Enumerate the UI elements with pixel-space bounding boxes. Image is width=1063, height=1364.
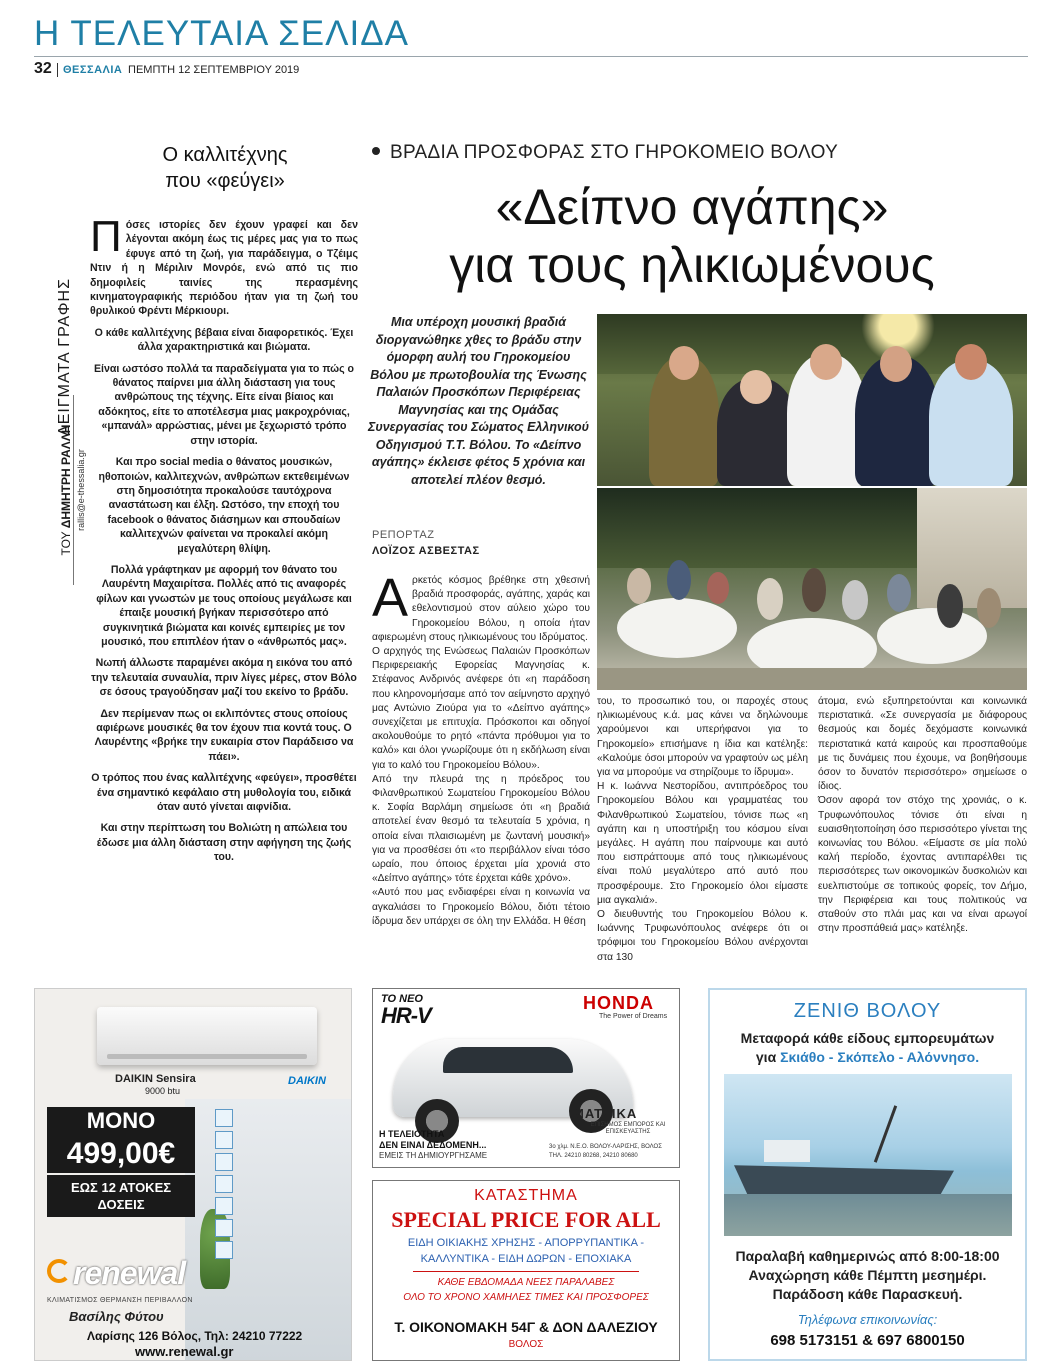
ac-model: DAIKIN Sensira <box>115 1073 196 1085</box>
column-title <box>92 142 358 194</box>
new-label: ΤΟ ΝΕΟ <box>381 993 423 1005</box>
ad-special-price-store[interactable] <box>372 1180 680 1361</box>
eco-icon <box>215 1153 233 1171</box>
water-icon <box>215 1175 233 1193</box>
article-paragraph: του, το προσωπικό του, οι παροχές στους ηλικιωμένους κ.ά. μας κάνει να δηλώνουμε χαρούμενοι και υπερήφανοι για το Γηροκομείο» επισήμανε η ίδια και κατέληξε: «Καλούμε όσοι μπορούν να γραφτούν ως μέλη για να μπορούμε να στηρίζουμε το ίδρυμα». <box>597 696 808 779</box>
reporter-name: ΛΟΪΖΟΣ ΑΣΒΕΣΤΑΣ <box>372 545 480 557</box>
store-label: ΚΑΤΑΣΤΗΜΑ <box>474 1187 578 1204</box>
ship-photo <box>724 1074 1012 1236</box>
column-paragraph-8: Ο τρόπος που ένας καλλιτέχνης «φεύγει», προσθέτει ένα σημαντικό κεφάλαιο στη μυθολογία του, ειδικά όταν αυτό γίνεται αιφνίδια. <box>91 772 357 814</box>
bullet-icon <box>372 147 380 155</box>
ad-slogan-line-2: ΔΕΝ ΕΙΝΑΙ ΔΕΔΟΜΕΝΗ... <box>379 1140 487 1150</box>
air-conditioner-image <box>97 1007 317 1065</box>
price-prefix: ΜΟΝΟ <box>47 1107 195 1135</box>
column-paragraph-7: Δεν περίμεναν πως οι εκλιπόντες στους οποίους αφιέρωνε μουσικές θα τον έχουν πια κοντά τους. Ο Λαυρέντης «βρήκε την ευκαιρία στον Παράδεισο να πάει». <box>94 707 354 763</box>
author-email <box>74 400 88 580</box>
author-email-text: rallis@e-thessalia.gr <box>76 449 86 531</box>
article-lead: Μια υπέροχη μουσική βραδιά διοργανώθηκε χθες το βράδυ στην όμορφη αυλή του Γηροκομείου Βόλου με πρωτοβουλία της Ένωσης Παλαιών Προσκόπων Περιφέρειας Μαγνησίας και της Ομάδας Συνεργασίας του Σώματος Ελληνικού Οδηγισμού Τ.Τ. Βόλου. Το «Δείπνο αγάπης» έκλεισε φέτος 5 χρόνια και αποτελεί πλέον θεσμό. <box>367 315 590 487</box>
photo-dinner-crowd <box>597 488 1027 690</box>
column-series-name: ΔΕΙΓΜΑΤΑ ΓΡΑΦΗΣ <box>56 277 73 436</box>
owner-name: Βασίλης Φύτου <box>69 1309 164 1324</box>
column-title-line-1: Ο καλλιτέχνης <box>162 144 288 166</box>
pickup-hours: Παραλαβή καθημερινώς από 8:00-18:00 <box>735 1248 1000 1264</box>
website-link[interactable]: www.renewal.gr <box>135 1344 234 1359</box>
report-label: ΡΕΠΟΡΤΑΖ <box>372 529 435 541</box>
fan-icon <box>215 1109 233 1127</box>
honda-logo: HONDA <box>583 993 654 1013</box>
leaf-icon <box>215 1131 233 1149</box>
store-offer-line-2: ΟΛΟ ΤΟ ΧΡΟΝΟ ΧΑΜΗΛΕΣ ΤΙΜΕΣ ΚΑΙ ΠΡΟΣΦΟΡΕΣ <box>403 1292 649 1303</box>
article-headline-line-1: «Δείπνο αγάπης» <box>495 179 889 235</box>
ad-honda-hrv[interactable] <box>372 988 680 1168</box>
delivery-schedule: Παράδοση κάθε Παρασκευή. <box>772 1286 963 1302</box>
column-title-line-2: που «φεύγει» <box>165 170 285 192</box>
article-paragraph: «Αυτό που μας ενδιαφέρει είναι η κοινωνία να αγκαλιάσει το Γηροκομείο Βόλου, διότι τέτοιο ίδρυμα δεν υπάρχει σε όλη την Ελλάδα. Η θέση <box>372 887 590 927</box>
article-paragraph: Η κ. Ιωάννα Νεστορίδου, αντιπρόεδρος του Γηροκομείου Βόλου και γραμματέας του Φιλανθρωπικού Σωματείου, τόνισε πως «η αγάπη και η υποστήριξη του κόσμου είναι μεγάλες. Η αγάπη που παίρνουμε και αυτό που εισπράττουμε από τους ηλικιωμένους είναι πολύ μεγαλύτερο από αυτό που προσφέρουμε. Στο Γηροκομείο όλοι είμαστε μια αγκαλιά». <box>597 781 808 906</box>
article-column-3 <box>818 695 1027 936</box>
store-divider <box>413 1271 639 1272</box>
column-paragraph-9: Και στην περίπτωση του Βολιώτη η απώλεια του έδωσε μια άλλη διάσταση στην αφήγηση της ζωής του. <box>96 822 352 864</box>
renewal-logo: renewal <box>47 1251 227 1299</box>
car-window <box>443 1047 573 1073</box>
installments-promo: ΕΩΣ 12 ΑΤΟΚΕΣ ΔΟΣΕΙΣ <box>47 1175 195 1217</box>
article-column-1 <box>372 568 590 929</box>
ad-zenith-volou[interactable] <box>708 988 1027 1361</box>
ad-daikin-renewal[interactable] <box>34 988 352 1361</box>
price-value: 499,00€ <box>47 1135 195 1173</box>
store-address: Λαρίσης 126 Βόλος, Τηλ: 24210 77222 <box>87 1329 303 1343</box>
store-products-line-2: ΚΑΛΛΥΝΤΙΚΑ - ΕΙΔΗ ΔΩΡΩΝ - ΕΠΟΧΙΑΚΑ <box>420 1253 632 1265</box>
article-paragraph: άτομα, ενώ εξυπηρετούνται και κοινωνικά περιστατικά. «Σε συνεργασία με διάφορους θεσμούς και δομές δεχόμαστε κοινωνικά περιστατικά κατά καιρούς και προσπαθούμε με τις δυνάμεις που έχουμε, να βοηθήσουμε όσον το δυνατόν περισσότερο» σημείωσε ο ίδιος. <box>818 696 1027 793</box>
page-number: 32 <box>34 60 52 77</box>
article-kicker: ΒΡΑΔΙΑ ΠΡΟΣΦΟΡΑΣ ΣΤΟ ΓΗΡΟΚΟΜΕΙΟ ΒΟΛΟΥ <box>372 142 838 164</box>
store-city: ΒΟΛΟΣ <box>508 1339 544 1350</box>
ad-slogan-line-1: Η ΤΕΛΕΙΟΤΗΤΑ <box>379 1129 445 1139</box>
column-body <box>90 212 358 872</box>
column-paragraph-4: Και προ social media ο θάνατος μουσικών, ηθοποιών, καλλιτεχνών, ανθρώπων εκτεθειμένων στη δημοσιότητα προκαλούσε ταυτόχρονα αναστάτωση και έλξη. Ωστόσο, την εποχή του facebook ο θάνατος διάσημων και σπουδαίων καλλιτεχνών φαίνεται να προκαλεί ακόμη μεγαλύτερη θλίψη. <box>98 456 350 555</box>
article-paragraph: Από την πλευρά της η πρόεδρος του Φιλανθρωπικού Σωματείου Γηροκομείου Βόλου κ. Σοφία Βαρλάμη σημείωσε ότι «η βραδιά αποτελεί έναν θεσμό τα τελευταία 5 χρόνια, η οποία είναι πλαισιωμένη με ζωντανή μουσική» για να προσθέσει ότι «το περιβάλλον είναι τόσο ωραίο, που όποιος έρχεται μία χρονιά στο «Δείπνο αγάπης» τότε έρχεται κάθε χρόνο». <box>372 773 590 885</box>
store-products-line-1: ΕΙΔΗ ΟΙΚΙΑΚΗΣ ΧΡΗΣΗΣ - ΑΠΟΡΡΥΠΑΝΤΙΚΑ - <box>407 1237 645 1249</box>
dealer-phones: ΤΗΛ. 24210 80268, 24210 80680 <box>549 1153 638 1159</box>
section-title: Η ΤΕΛΕΥΤΑΙΑ ΣΕΛΙΔΑ <box>34 14 409 53</box>
store-offer-line-1: ΚΑΘΕ ΕΒΔΟΜΑΔΑ ΝΕΕΣ ΠΑΡΑΛΑΒΕΣ <box>437 1277 615 1288</box>
photo-group-portrait <box>597 314 1027 486</box>
honda-slogan: The Power of Dreams <box>599 1013 668 1020</box>
renewal-swirl-icon <box>47 1259 71 1283</box>
header-separator <box>57 63 58 77</box>
column-dropcap: Π <box>90 212 122 261</box>
timer-icon <box>215 1219 233 1237</box>
contact-label: Τηλέφωνα επικοινωνίας: <box>797 1312 938 1327</box>
dealer-address: 3ο χλμ. Ν.Ε.Ο. ΒΟΛΟΥ-ΛΑΡΙΣΗΣ, ΒΟΛΟΣ <box>549 1144 662 1150</box>
service-destinations: για Σκιάθο - Σκόπελο - Αλόννησο. <box>755 1049 980 1065</box>
store-headline: SPECIAL PRICE FOR ALL <box>391 1207 661 1232</box>
renewal-tagline: ΚΛΙΜΑΤΙΣΜΟΣ ΘΕΡΜΑΝΣΗ ΠΕΡΙΒΑΛΛΟΝ <box>47 1297 193 1304</box>
ad-slogan-line-3: ΕΜΕΙΣ ΤΗ ΔΗΜΙΟΥΡΓΗΣΑΜΕ <box>379 1151 488 1160</box>
article-paragraph: Ο αρχηγός της Ενώσεως Παλαιών Προσκόπων Περιφερειακής Εφορείας Μαγνησίας κ. Στέφανος Ανδρινός ανέφερε ότι «η παράδοση που κληρονομήσαμε από τον αείμνηστο αρχηγό μας Αντώνιο Ζιούρα για το «Δείπνο αγάπης» συνεχίζεται με επιτυχία. Πρόσκοποι και οδηγοί ακολουθούμε το ρητό «πάντα πρόθυμοι για το καλό» και όλοι γνωρίζουμε ότι η εκδήλωση είναι για το καλό του Γηροκομείου Βόλου». <box>372 646 590 771</box>
paper-name: ΘΕΣΣΑΛΙΑ <box>63 64 123 76</box>
author-name: ΔΗΜΗΤΡΗ ΡΑΛΛΗ <box>59 424 73 529</box>
author-prefix: ΤΟΥ <box>59 531 73 556</box>
article-column-2 <box>597 695 808 965</box>
dealer-subtitle: ΕΠΙΣΗΜΟΣ ΕΜΠΟΡΟΣ ΚΑΙ ΕΠΙΣΚΕΥΑΣΤΗΣ <box>590 1122 666 1135</box>
ac-btu: 9000 btu <box>145 1086 181 1096</box>
article-paragraph: Όσον αφορά τον στόχο της χρονιάς, ο κ. Τρυφωνόπουλος τόνισε ότι είναι η ευαισθητοποίηση όσο περισσότερο γίνεται της κοινωνίας του Βόλου. «Είμαστε σε μία πολύ καλή περίοδο, έχοντας αντιπαρέλθει τις περισσότερες των οικονομικών δυσκολιών και ευελπιστούμε σε τοπικούς φορείς, τον Δήμο, την Περιφέρεια και τους πολιτικούς να σταθούν στο πλάι μας και να είναι αρωγοί στην προσπάθειά μας» κατέληξε. <box>818 795 1027 935</box>
departure-schedule: Αναχώρηση κάθε Πέμπτη μεσημέρι. <box>748 1267 987 1283</box>
car-model: HR-V <box>381 1003 431 1028</box>
service-description: Μεταφορά κάθε είδους εμπορευμάτων <box>740 1030 995 1046</box>
header-rule <box>34 56 1028 57</box>
column-paragraph-6: Νωπή άλλωστε παραμένει ακόμα η εικόνα του από την τελευταία συναυλία, πριν λίγες μέρες, στον Βόλο σε όσους τραγούδησαν μαζί του εκείνο το βράδυ. <box>91 657 357 699</box>
contact-phones: 698 5173151 & 697 6800150 <box>770 1332 965 1349</box>
dealer-name: ΜΑΤΣΙΚΑ <box>573 1106 638 1121</box>
store-address: Τ. ΟΙΚΟΝΟΜΑΚΗ 54Γ & ΔΟΝ ΔΑΛΕΖΙΟΥ <box>394 1319 658 1335</box>
article-paragraph: Αρκετός κόσμος βρέθηκε στη χθεσινή βραδιά προσφοράς, αγάπης, χαράς και εθελοντισμού στον αύλειο χώρο του Γηροκομείου Βόλου, η οποία ήταν αφιερωμένη στους ηλικιωμένους του Ιδρύματος. <box>372 568 590 643</box>
company-name: ΖΕΝΙΘ ΒΟΛΟΥ <box>793 1000 942 1022</box>
sidebar-rule <box>73 395 74 585</box>
column-paragraph-3: Είναι ωστόσο πολλά τα παραδείγματα για το πώς ο θάνατος παίρνει μια άλλη διάσταση για τους ανθρώπους της τέχνης. Είτε είναι βίαιος και αδόκητος, είτε το αποτέλεσμα μιας μακροχρόνιας, «μπανάλ» αρρώστιας, μένει με ξεχωριστό τρόπο στην ιστορία. <box>93 362 355 447</box>
daikin-logo: DAIKIN <box>288 1075 326 1087</box>
auto-icon <box>215 1197 233 1215</box>
column-paragraph-5: Πολλά γράφτηκαν με αφορμή τον θάνατο του Λαυρέντη Μαχαιρίτσα. Πολλές από τις αναφορές φίλων και γνωστών με τους οποίους μεγάλωσε και έπαιξε μουσική βγήκαν περισσότερο από συγκινητικά βιώματα και κοινές εμπειρίες με τον μουσικό, που επιπλέον ήταν ο «άνθρωπός μας». <box>96 563 352 648</box>
article-dropcap: Α <box>372 568 409 628</box>
column-paragraph-2: Ο κάθε καλλιτέχνης βέβαια είναι διαφορετικός. Έχει άλλα χαρακτηριστικά και βιώματα. <box>94 326 354 354</box>
article-headline-line-2: για τους ηλικιωμένους <box>449 237 935 293</box>
article-paragraph: Ο διευθυντής του Γηροκομείου Βόλου κ. Ιωάννης Τρυφωνόπουλος ανέφερε ότι οι τρόφιμοι του Γηροκομείου Βόλου ανέρχονται στα 130 <box>597 909 808 963</box>
column-paragraph-1: Πόσες ιστορίες δεν έχουν γραφεί και δεν λέγονται ακόμη έως τις μέρες μας για το πως έφυγε από τη ζωή, για παράδειγμα, ο Τζέιμς Ντιν ή η Μέριλιν Μονρόε, ενώ από τις πιο δημοφιλείς ταινίες της περασμένης κινηματογραφικής περιόδου ήταν για τη ζωή του θρυλικού Φρέντι Μέρκιουρι. <box>90 212 358 318</box>
issue-date: ΠΕΜΠΤΗ 12 ΣΕΠΤΕΜΒΡΙΟΥ 2019 <box>128 64 300 76</box>
